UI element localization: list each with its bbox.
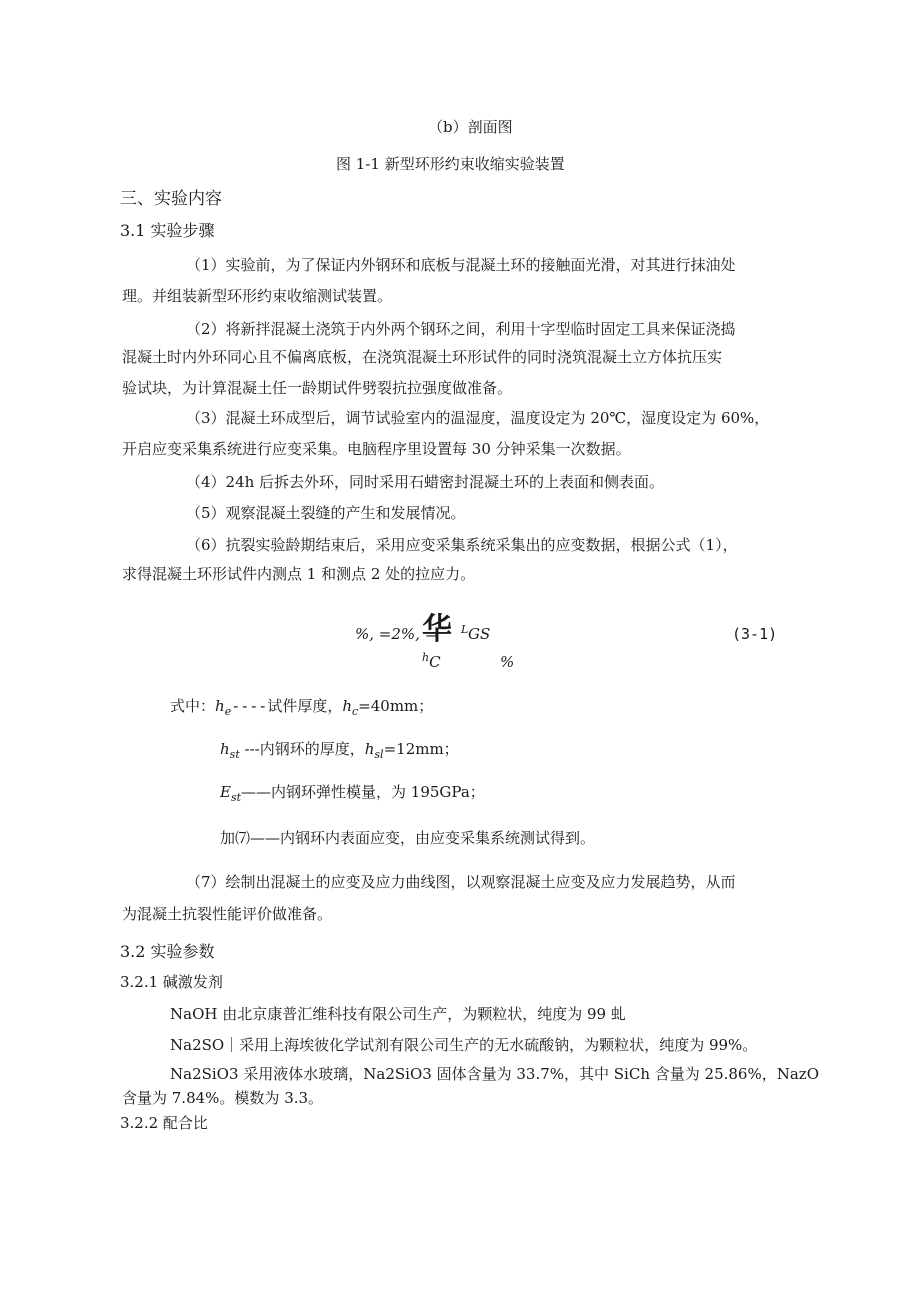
step-2-line-2: 混凝土时内外环同心且不偏离底板，在浇筑混凝土环形试件的同时浇筑混凝土立方体抗压实	[122, 348, 723, 366]
definition-text: ---内钢环的厚度，	[239, 740, 365, 758]
formula-den-subscript: C	[429, 653, 441, 671]
definition-text: ----试件厚度，	[231, 697, 343, 715]
symbol: h	[342, 697, 352, 715]
step-6-line-2: 求得混凝土环形试件内测点 1 和测点 2 处的拉应力。	[122, 565, 476, 583]
definition-line-4: 加⑺——内钢环内表面应变，由应变采集系统测试得到。	[220, 829, 596, 847]
formula-left: %, =2%, =	[355, 625, 438, 643]
sub-figure-caption: （b）剖面图	[428, 118, 513, 136]
subsection-heading-3-2: 3.2 实验参数	[120, 942, 215, 961]
step-1-line-1: （1）实验前，为了保证内外钢环和底板与混凝土环的接触面光滑，对其进行抹油处	[186, 256, 736, 274]
step-2-line-3: 验试块，为计算混凝土任一龄期试件劈裂抗拉强度做准备。	[122, 379, 513, 397]
formula-right: GS	[468, 625, 491, 643]
definition-value: =40mm；	[358, 697, 434, 715]
symbol-subscript: st	[229, 748, 240, 761]
definition-line-3	[220, 781, 485, 804]
na2sio3-line-2: 含量为 7.84%。模数为 3.3。	[122, 1089, 324, 1107]
symbol: E	[220, 783, 231, 801]
symbol-subscript: sl	[374, 748, 384, 761]
step-7-line-1: （7）绘制出混凝土的应变及应力曲线图，以观察混凝土应变及应力发展趋势，从而	[186, 873, 736, 891]
naoh-paragraph: NaOH 由北京康普汇维科技有限公司生产，为颗粒状，纯度为 99 虬	[170, 1005, 626, 1023]
definition-text: ——内钢环弹性模量，为 195GPa；	[241, 783, 485, 801]
subsection-heading-3-2-1: 3.2.1 碱激发剂	[120, 973, 223, 991]
na2so4-paragraph: Na2SO｜采用上海埃彼化学试剂有限公司生产的无水硫酸钠，为颗粒状，纯度为 99%。	[170, 1036, 758, 1054]
section-heading: 三、实验内容	[120, 189, 222, 209]
definition-value: =12mm；	[383, 740, 459, 758]
definition-line-2	[220, 738, 459, 761]
symbol: h	[220, 740, 230, 758]
formula-den-symbol: h	[422, 651, 430, 664]
formula-below-right: %	[500, 653, 515, 671]
symbol-subscript: st	[230, 791, 242, 804]
formula-denominator	[422, 652, 441, 671]
formula-glyph: 华	[422, 612, 452, 647]
step-3-line-2: 开启应变采集系统进行应变采集。电脑程序里设置每 30 分钟采集一次数据。	[122, 440, 631, 458]
formula-superscript: L	[461, 623, 469, 636]
symbol-subscript: c	[352, 705, 359, 718]
step-4: （4）24h 后拆去外环，同时采用石蜡密封混凝土环的上表面和侧表面。	[186, 473, 665, 491]
formula-number: (3-1)	[732, 625, 778, 643]
subsection-heading-3-2-2: 3.2.2 配合比	[120, 1114, 208, 1132]
step-5: （5）观察混凝土裂缝的产生和发展情况。	[186, 504, 466, 522]
step-6-line-1: （6）抗裂实验龄期结束后，采用应变采集系统采集出的应变数据，根据公式（1），	[186, 536, 738, 554]
na2sio3-line-1: Na2SiO3 采用液体水玻璃，Na2SiO3 固体含量为 33.7%，其中 SiCh 含量为 25.86%，NazO	[170, 1065, 819, 1083]
symbol-subscript: e	[224, 705, 232, 718]
step-7-line-2: 为混凝土抗裂性能评价做准备。	[122, 905, 333, 923]
symbol: h	[215, 697, 225, 715]
definition-line-1	[170, 695, 433, 718]
figure-caption: 图 1-1 新型环形约束收缩实验装置	[336, 155, 565, 173]
step-1-line-2: 理。并组装新型环形约束收缩测试装置。	[122, 287, 393, 305]
subsection-heading-3-1: 3.1 实验步骤	[120, 221, 215, 240]
symbol: h	[364, 740, 375, 758]
step-2-line-1: （2）将新拌混凝土浇筑于内外两个钢环之间，利用十字型临时固定工具来保证浇捣	[186, 320, 736, 338]
where-prefix: 式中：	[170, 697, 216, 715]
step-3-line-1: （3）混凝土环成型后，调节试验室内的温湿度，温度设定为 20℃，湿度设定为 60%，	[186, 409, 770, 427]
